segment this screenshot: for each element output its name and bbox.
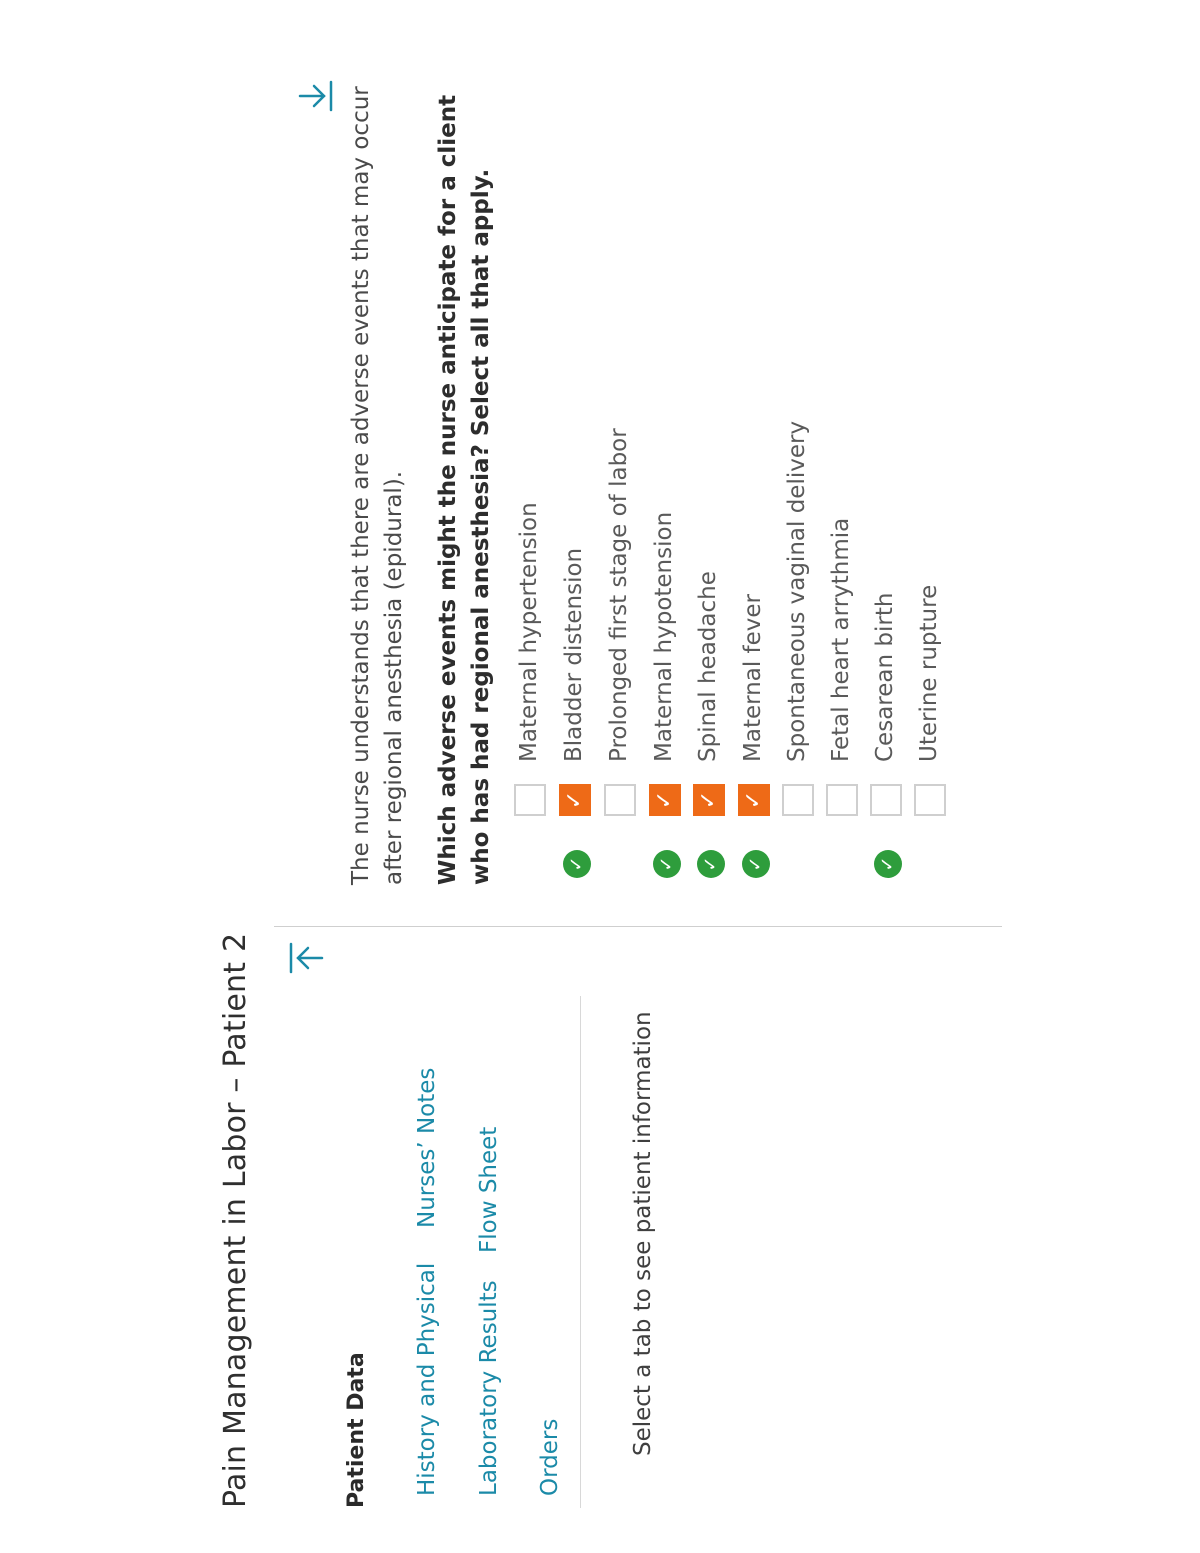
patient-data-heading: Patient Data bbox=[344, 1352, 369, 1508]
option-checkbox[interactable] bbox=[914, 784, 946, 816]
correct-checkmark-icon: ✓ bbox=[653, 850, 681, 878]
option-item bbox=[559, 318, 595, 878]
option-label: Maternal hypertension bbox=[516, 502, 542, 762]
option-checkbox[interactable] bbox=[870, 784, 902, 816]
option-item bbox=[649, 318, 685, 878]
option-label: Bladder distension bbox=[561, 547, 587, 762]
tab-orders[interactable]: Orders bbox=[537, 1418, 563, 1496]
tab-laboratory-results[interactable]: Laboratory Results bbox=[476, 1280, 502, 1496]
tabs-divider bbox=[580, 996, 581, 1508]
page-title: Pain Management in Labor – Patient 2 bbox=[218, 932, 253, 1508]
option-item bbox=[738, 318, 774, 878]
option-item bbox=[514, 318, 550, 878]
correct-checkmark-icon: ✓ bbox=[697, 850, 725, 878]
option-item bbox=[782, 318, 818, 878]
option-label: Fetal heart arrythmia bbox=[828, 517, 854, 762]
option-label: Cesarean birth bbox=[872, 592, 898, 762]
option-checkbox[interactable]: ✓ bbox=[649, 784, 681, 816]
option-item bbox=[870, 318, 906, 878]
tab-nurses-notes[interactable]: Nurses’ Notes bbox=[414, 1067, 440, 1228]
option-checkbox[interactable]: ✓ bbox=[559, 784, 591, 816]
correct-checkmark-icon: ✓ bbox=[742, 850, 770, 878]
correct-checkmark-icon: ✓ bbox=[874, 850, 902, 878]
correct-checkmark-icon: ✓ bbox=[563, 850, 591, 878]
tab-flow-sheet[interactable]: Flow Sheet bbox=[476, 1126, 502, 1253]
question-prompt: Which adverse events might the nurse anticipate for a client who has had regional anesthesia? Select all that apply. bbox=[435, 94, 494, 885]
option-label: Maternal fever bbox=[740, 594, 766, 762]
arrow-up-to-line-icon[interactable] bbox=[288, 941, 324, 975]
tab-history-and-physical[interactable]: History and Physical bbox=[414, 1262, 440, 1496]
option-checkbox[interactable] bbox=[782, 784, 814, 816]
option-checkbox[interactable] bbox=[826, 784, 858, 816]
option-checkbox[interactable] bbox=[514, 784, 546, 816]
panel-divider bbox=[274, 926, 1002, 927]
option-label: Spontaneous vaginal delivery bbox=[784, 420, 810, 762]
option-label: Spinal headache bbox=[695, 571, 721, 762]
arrow-down-to-line-icon[interactable] bbox=[298, 79, 334, 113]
option-label: Maternal hypotension bbox=[651, 511, 677, 762]
option-item bbox=[826, 318, 862, 878]
tab-hint-text: Select a tab to see patient information bbox=[630, 1011, 656, 1456]
question-stem: The nurse understands that there are adverse events that may occur after regional anesthesia (epidural). bbox=[348, 86, 407, 885]
option-label: Uterine rupture bbox=[916, 584, 942, 762]
option-item bbox=[693, 318, 729, 878]
option-checkbox[interactable] bbox=[604, 784, 636, 816]
option-checkbox[interactable]: ✓ bbox=[693, 784, 725, 816]
option-label: Prolonged first stage of labor bbox=[606, 428, 632, 762]
option-item bbox=[914, 318, 950, 878]
option-item bbox=[604, 318, 640, 878]
option-checkbox[interactable]: ✓ bbox=[738, 784, 770, 816]
